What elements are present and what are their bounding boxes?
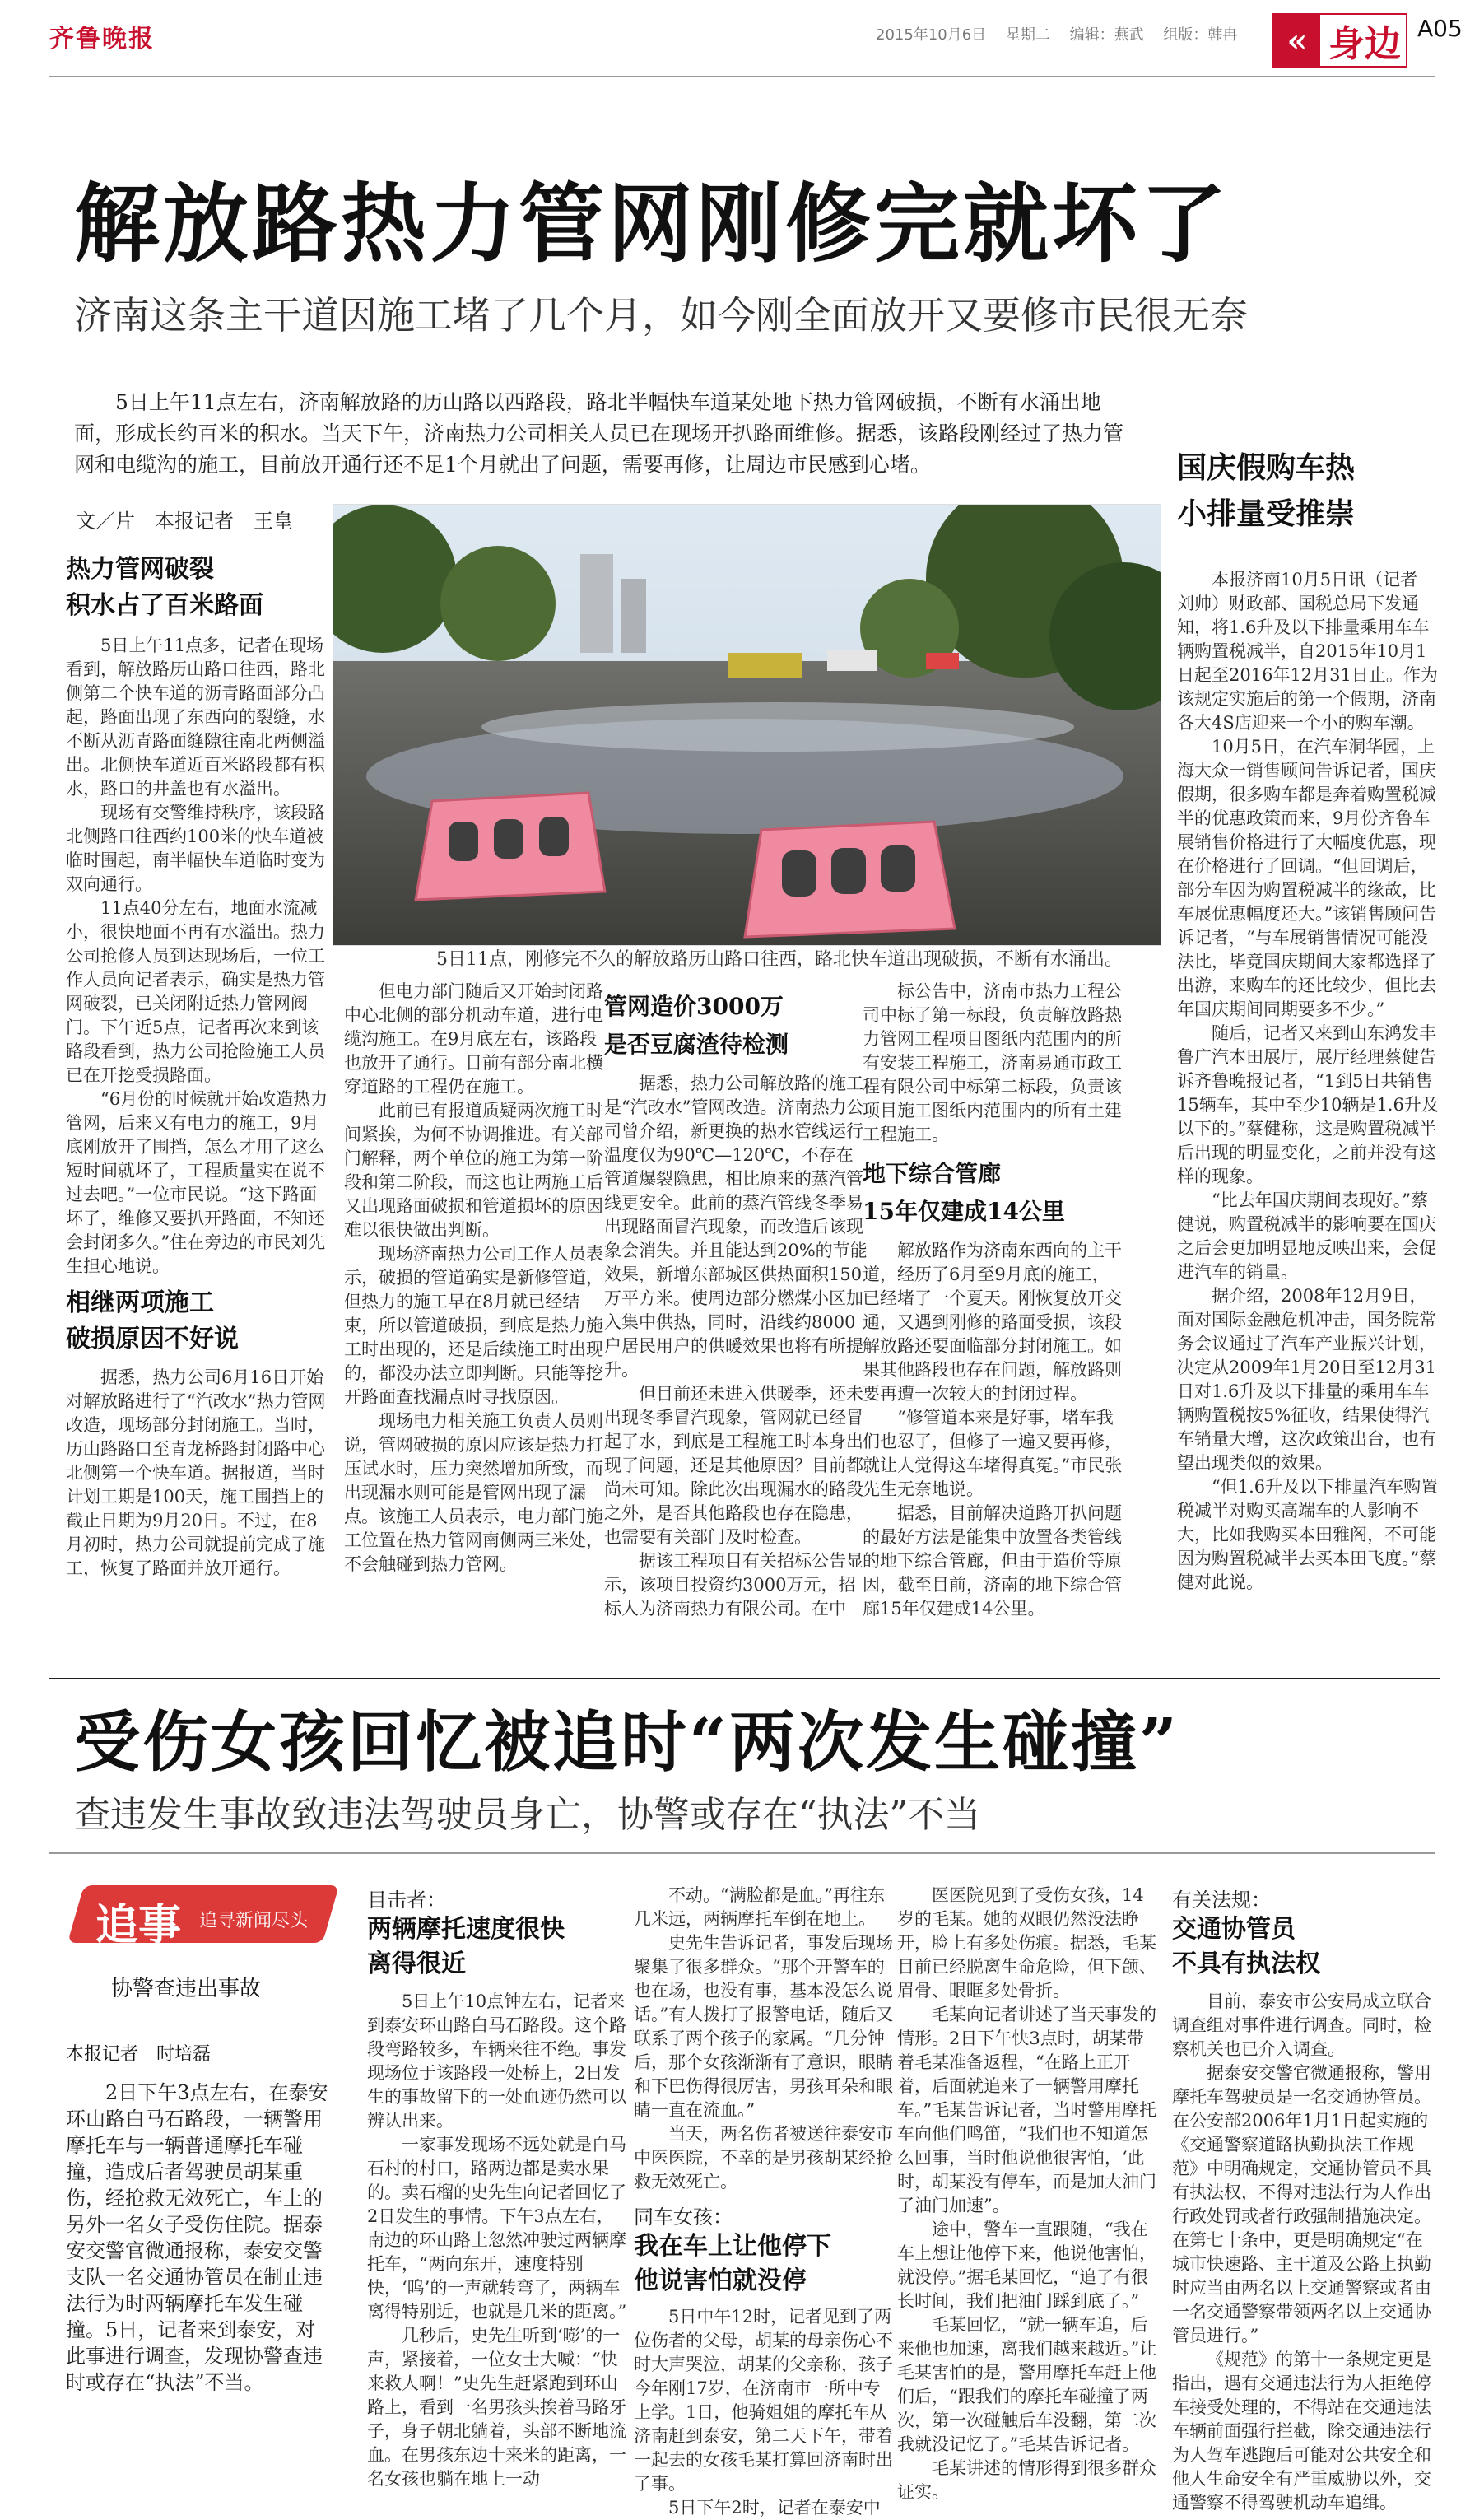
col1-para2: 现场有交警维持秩序，该段路北侧路口往西约100米的快车道被临时围起，南半幅快车道临时变为双向通行。: [66, 803, 325, 894]
col4-para4: 据悉，目前解决道路开扒问题的最好方法是能集中放置各类管线的地下综合管廊，但由于造价等原因，截至目前，济南的地下综合管廊15年仅建成14公里。: [863, 1503, 1122, 1619]
a2-col3-para3: 当天，两名伤者被送往泰安市中医医院，不幸的是男孩胡某经抢救无效死亡。: [634, 2124, 893, 2192]
article1-lead: 5日上午11点左右，济南解放路的历山路以西路段，路北半幅快车道某处地下热力管网破损，不断有水涌出地面，形成长约百米的积水。当天下午，济南热力公司相关人员已在现场开扒路面维修。据悉，该路段刚经过了热力管网和电缆沟的施工，目前放开通行还不足1个月就出了问题，需要再修，让周边市民感到心堵。: [74, 390, 1124, 477]
sidebar-para1: 本报济南10月5日讯（记者 刘帅）财政部、国税总局下发通知，将1.6升及以下排量乘用车车辆购置税减半，自2015年10月1日起至2016年12月31日止。作为该规定实施后的第一个假期，济南各大4S店迎来一个小的购车潮。: [1177, 570, 1438, 733]
article1-column1: [66, 552, 329, 1581]
section-header: [1272, 13, 1407, 68]
article2-reporter: 本报记者 时培磊: [66, 2044, 212, 2065]
masthead-logo: 齐鲁晚报: [49, 25, 155, 54]
a2-col4-para3: 途中，警车一直跟随，“我在车上想让他停下来，他说他害怕，就没停。”据毛某回忆，“追了有很长时间，我们把油门踩到底了。”: [897, 2220, 1156, 2311]
article2-divider: [49, 1852, 1435, 1854]
chevron-left-icon: «: [1274, 15, 1320, 66]
col4-para3: “修管道本来是好事，堵车我们也忍了，但修了一遍又要再修，就让人觉得这车堵得真冤。”市民张先生无奈地说。: [863, 1408, 1123, 1499]
col1-subhead1-line2: 积水占了百米路面: [66, 591, 263, 620]
article2-column3: [634, 1884, 897, 2520]
col4-title-line2: 15年仅建成14公里: [863, 1198, 1065, 1225]
a2-col5-para3: 《规范》的第十一条规定更是指出，遇有交通违法行为人拒绝停车接受处理的，不得站在交通违法车辆前面强行拦截，除交通违法行为人驾车逃跑后可能对公共安全和他人生命安全有严重威胁以外，交通警察不得驾驶机动车追缉。: [1172, 2350, 1431, 2513]
header-divider: [49, 76, 1435, 77]
article1-column3: [604, 988, 868, 1621]
a2-col3-para1: 不动。“满脸都是血。”再往东几米远，两辆摩托车倒在地上。: [634, 1885, 885, 1929]
badge-main-text: 追事: [95, 1900, 182, 1950]
a2-col5-para2: 据泰安交警官微通报称，警用摩托车驾驶员是一名交通协管员。在公安部2006年1月1日起实施的《交通警察道路执勤执法工作规范》中明确规定，交通协管员不具有执法权，不得对违法行为人作出行政处罚或者行政强制措施决定。在第七十条中，更是明确规定“在城市快速路、主干道及公路上执勤时应当由两名以上交通警察或者由一名交通警察带领两名以上交通协管员进行。”: [1172, 2063, 1431, 2345]
a2-col4-para2: 毛某向记者讲述了当天事发的情形。2日下午快3点时，胡某带着毛某准备返程，“在路上正开着，后面就追来了一辆警用摩托车。”毛某告诉记者，当时警用摩托车向他们鸣笛，“我们也不知道怎么回事，当时他说他很害怕，‘此时，胡某没有停车，而是加大油门了油门加速”。: [897, 2005, 1157, 2215]
col2-title-line1: 两辆摩托速度很快: [367, 1915, 565, 1944]
section-title: 身边: [1328, 23, 1401, 65]
sidebar-body: [1177, 568, 1440, 1595]
issue-weekday: 星期二: [1005, 26, 1050, 44]
col5-title-line2: 不具有执法权: [1172, 1949, 1320, 1978]
article1-subheadline: 济南这条主干道因施工堵了几个月，如今刚全面放开又要修市民很无奈: [74, 293, 1248, 338]
article2-column4: [897, 1884, 1161, 2504]
badge-tagline: 追寻新闻尽头: [199, 1911, 309, 1931]
article2-column2: [367, 1884, 630, 2491]
col1-subhead1-line1: 热力管网破裂: [66, 555, 214, 584]
article1-column4: [863, 980, 1126, 1621]
badge-subtitle: 协警查违出事故: [111, 1977, 262, 2001]
sidebar-para5: 据介绍，2008年12月9日，面对国际金融危机冲击，国务院常务会议通过了汽车产业振兴计划，决定从2009年1月20日至12月31日对1.6升及以下排量的乘用车车辆购置税按5%征收，结果使得汽车销量大增，这次政策出台，也有望出现类似的效果。: [1177, 1286, 1436, 1473]
a2-col3-para5: 5日下午2时，记者在泰安中: [668, 2498, 881, 2518]
editor-credit: 编辑：燕武: [1069, 26, 1144, 44]
col2-para4: 现场电力相关施工负责人员则说，管网破损的原因应该是热力打压试水时，压力突然增加所致，而出现漏水则可能是管网出现了漏点。该施工人员表示，电力部门施工位置在热力管网南侧两三米处，不会触碰到热力管网。: [344, 1411, 603, 1574]
col2-title-line2: 离得很近: [367, 1949, 466, 1978]
feature-badge: [76, 1885, 331, 1959]
article1-column2: [344, 980, 607, 1577]
col1-subhead2-line1: 相继两项施工: [66, 1288, 214, 1317]
story-divider: [49, 1678, 1440, 1679]
a2-col2-para2: 一家事发现场不远处就是白马石村的村口，路两边都是卖水果的。卖石榴的史先生向记者回忆了2日发生的事情。下午3点左右，南边的环山路上忽然冲驶过两辆摩托车，“两向东开，速度特别快，‘呜’的一声就转弯了，两辆车离得特别近，也就是几米的距离。”: [367, 2135, 627, 2322]
col2-kicker: 目击者：: [367, 1889, 446, 1912]
designer-credit: 组版：韩冉: [1163, 26, 1238, 44]
col3-para3: 据该工程项目有关招标公告显示，该项目投资约3000万元，招标人为济南热力有限公司。在中: [604, 1551, 863, 1619]
col2-para1: 但电力部门随后又开始封闭路中心北侧的部分机动车道，进行电缆沟施工。在9月底左右，该路段也放开了通行。目前有部分南北横穿道路的工程仍在施工。: [344, 981, 603, 1097]
col1-para3: 11点40分左右，地面水流减小，很快地面不再有水溢出。热力公司抢修人员到达现场后，一位工作人员向记者表示，确实是热力管网破裂，已关闭附近热力管网阀门。下午近5点，记者再次来到该路段看到，热力公司抢险施工人员已在开挖受损路面。: [66, 898, 325, 1085]
sidebar-para2: 10月5日，在汽车洞华园，上海大众一销售顾问告诉记者，国庆假期，很多购车都是奔着购置税减半的优惠政策而来，9月份齐鲁车展销售价格进行了大幅度优惠，现在价格进行了回调。“但回调后，部分车因为购置税减半的缘故，比车展优惠幅度还大。”该销售顾问告诉记者，“与车展销售情况可能没法比，毕竟国庆期间大家都选择了出游，来购车的还比较少，但比去年国庆期间同期要多不少。”: [1177, 737, 1437, 1019]
sidebar-title: [1177, 445, 1440, 537]
a2-col3-para2: 史先生告诉记者，事发后现场聚集了很多群众。“那个开警车的也在场，也没有事，基本没怎么说话。”有人拨打了报警电话，随后又联系了两个孩子的家属。“几分钟后，那个女孩渐渐有了意识，眼睛和下巴伤得很厉害，男孩耳朵和眼睛一直在流血。”: [634, 1933, 894, 2120]
article2-lead: 2日下午3点左右，在泰安环山路白马石路段，一辆警用摩托车与一辆普通摩托车碰撞，造成后者驾驶员胡某重伤，经抢救无效死亡，车上的另外一名女子受伤住院。据泰安交警官微通报称，泰安交警支队一名交通协管员在制止违法行为时两辆摩托车发生碰撞。5日，记者来到泰安，对此事进行调查，发现协警查违时或存在“执法”不当。: [66, 2081, 328, 2394]
col3-title-line2: 是否豆腐渣待检测: [604, 1031, 789, 1058]
article2-subheadline: 查违发生事故致违法驾驶员身亡，协警或存在“执法”不当: [74, 1794, 980, 1836]
article1-headline: 解放路热力管网刚修完就坏了: [74, 173, 1230, 274]
news-photo: [333, 504, 1161, 946]
a2-col4-para4: 毛某回忆，“就一辆车追，后来他也加速，离我们越来越近。”让毛某害怕的是，警用摩托车赶上他们后，“跟我们的摩托车碰撞了两次，第一次碰触后车没翻，第二次我就没记忆了。”毛某告诉记者。: [897, 2315, 1157, 2454]
col1-subhead2-line2: 破损原因不好说: [66, 1325, 239, 1353]
article1-byline: 文／片 本报记者 王皇: [76, 510, 293, 533]
col4-title-line1: 地下综合管廊: [863, 1160, 1002, 1187]
sidebar-para3: 随后，记者又来到山东鸿发丰鲁广汽本田展厅，展厅经理蔡健告诉齐鲁晚报记者，“1到5日共销售15辆车，其中至少10辆是1.6升及以下的。”蔡健称，这是购置税减半后出现的明显变化，之前并没有这样的现象。: [1177, 1023, 1439, 1186]
article2-headline: 受伤女孩回忆被追时“两次发生碰撞”: [74, 1703, 1180, 1781]
col2-para2: 此前已有报道质疑两次施工时间紧挨，为何不协调推进。有关部门解释，两个单位的施工为第一阶段和第二阶段，而这也让两施工后又出现路面破损和管道损坏的原因难以很快做出判断。: [344, 1101, 603, 1240]
a2-col5-para1: 目前，泰安市公安局成立联合调查组对事件进行调查。同时，检察机关也已介入调查。: [1172, 1991, 1431, 2059]
col1-para1: 5日上午11点多，记者在现场看到，解放路历山路口往西，路北侧第二个快车道的沥青路面部分凸起，路面出现了东西向的裂缝，水不断从沥青路面缝隙往南北两侧溢出。北侧快车道近百米路段都有积水，路口的井盖也有水溢出。: [66, 636, 325, 799]
a2-col3-title-line1: 我在车上让他停下: [634, 2232, 831, 2261]
a2-col4-para5: 毛某讲述的情形得到很多群众证实。: [897, 2458, 1156, 2502]
col3-para2: 但目前还未进入供暖季，还未出现冬季冒汽现象，管网就已经冒起了水，到底是工程施工时本身出现了问题，还是其他原因？目前都尚未可知。除此次出现漏水的路段之外，是否其他路段也存在隐患，也需要有关部门及时检查。: [604, 1384, 863, 1547]
photo-caption: 5日11点，刚修完不久的解放路历山路口往西，路北快车道出现破损，不断有水涌出。: [436, 949, 1123, 970]
sidebar-title-line2: 小排量受推崇: [1177, 496, 1356, 531]
issue-date: 2015年10月6日: [876, 26, 987, 44]
col4-para2: 解放路作为济南东西向的主干道，经历了6月至9月底的施工，已经堵了一个夏天。刚恢复放开交通，又遇到刚修的路面受损，该段解放路还要面临部分封闭施工。如果其他路段也存在问题，解放路则要再遭一次较大的封闭过程。: [863, 1241, 1122, 1404]
article2-column5: [1172, 1884, 1435, 2515]
col1-para4: “6月份的时候就开始改造热力管网，后来又有电力的施工，9月底刚放开了围挡，怎么才用了这么短时间就坏了，工程质量实在说不过去吧。”一位市民说。“这下路面坏了，维修又要扒开路面，不知还会封闭多久。”住在旁边的市民刘先生担心地说。: [66, 1089, 328, 1276]
col1-para5: 据悉，热力公司6月16日开始对解放路进行了“汽改水”热力管网改造，现场部分封闭施工。当时，历山路路口至青龙桥路封闭路中心北侧第一个快车道。据报道，当时计划工期是100天，施工围挡上的截止日期为9月20日。不过，在8月初时，热力公司就提前完成了施工，恢复了路面并放开通行。: [66, 1367, 326, 1578]
col4-para1: 标公告中，济南市热力工程公司中标了第一标段，负责解放路热力管网工程项目图纸内范围内的所有安装工程施工，济南易通市政工程有限公司中标第二标段，负责该项目施工图纸内范围内的所有土建工程施工。: [863, 981, 1122, 1144]
sidebar-title-line1: 国庆假购车热: [1177, 450, 1356, 485]
col3-kicker: 同车女孩：: [634, 2206, 733, 2229]
col5-title-line1: 交通协管员: [1172, 1915, 1296, 1944]
sidebar-para6: “但1.6升及以下排量汽车购置税减半对购买高端车的人影响不大，比如我购买本田雅阁，不可能因为购置税减半去买本田飞度。”蔡健对此说。: [1177, 1477, 1439, 1592]
a2-col2-para1: 5日上午10点钟左右，记者来到泰安环山路白马石路段。这个路段弯路较多，车辆来往不绝。事发现场位于该路段一处桥上，2日发生的事故留下的一处血迹仍然可以辨认出来。: [367, 1991, 626, 2131]
a2-col4-para1: 医医院见到了受伤女孩，14岁的毛某。她的双眼仍然没法睁开，脸上有多处伤痕。据悉，毛某目前已经脱离生命危险，但下颌、眉骨、眼眶多处骨折。: [897, 1885, 1156, 2001]
sidebar-para4: “比去年国庆期间表现好。”蔡健说，购置税减半的影响要在国庆之后会更加明显地反映出来，会促进汽车的销量。: [1177, 1190, 1436, 1282]
col5-kicker: 有关法规：: [1172, 1889, 1271, 1912]
col3-para1: 据悉，热力公司解放路的施工是“汽改水”管网改造。济南热力公司曾介绍，新更换的热水管线运行温度仅为90℃—120℃，不存在管道爆裂隐患，相比原来的蒸汽管线更安全。此前的蒸汽管线冬季易出现路面冒汽现象，而改造后该现象会消失。并且能达到20%的节能效果，新增东部城区供热面积150万平方米。使周边部分燃煤小区加入集中供热，同时，沿线约8000户居民用户的供暖效果也将有所提升。: [604, 1074, 868, 1380]
a2-col2-para3: 几秒后，史先生听到‘嘭’的一声，紧接着，一位女士大喊：“快来救人啊！”史先生赶紧跑到环山路上，看到一名男孩头挨着马路牙子，身子朝北躺着，头部不断地流血。在男孩东边十来米的距离，一名女孩也躺在地上一动: [367, 2326, 626, 2489]
col2-para3: 现场济南热力公司工作人员表示，破损的管道确实是新修管道，但热力的施工早在8月就已经结束，所以管道破损，到底是热力施工时出现的，还是后续施工时出现的，都没办法立即判断。只能等挖开路面查找漏点时寻找原因。: [344, 1244, 603, 1407]
issue-info: [876, 23, 1254, 44]
photo-road-scene-icon: [333, 505, 1161, 945]
a2-col3-title-line2: 他说害怕就没停: [634, 2266, 807, 2295]
col3-title-line1: 管网造价3000万: [604, 993, 784, 1020]
a2-col3-para4: 5日中午12时，记者见到了两位伤者的父母，胡某的母亲伤心不时大声哭泣，胡某的父亲称，孩子今年刚17岁，在济南市一所中专上学。1日，他骑姐姐的摩托车从济南赶到泰安，第二天下午，带着一起去的女孩毛某打算回济南时出了事。: [634, 2307, 893, 2494]
page-number: A05: [1417, 15, 1463, 42]
